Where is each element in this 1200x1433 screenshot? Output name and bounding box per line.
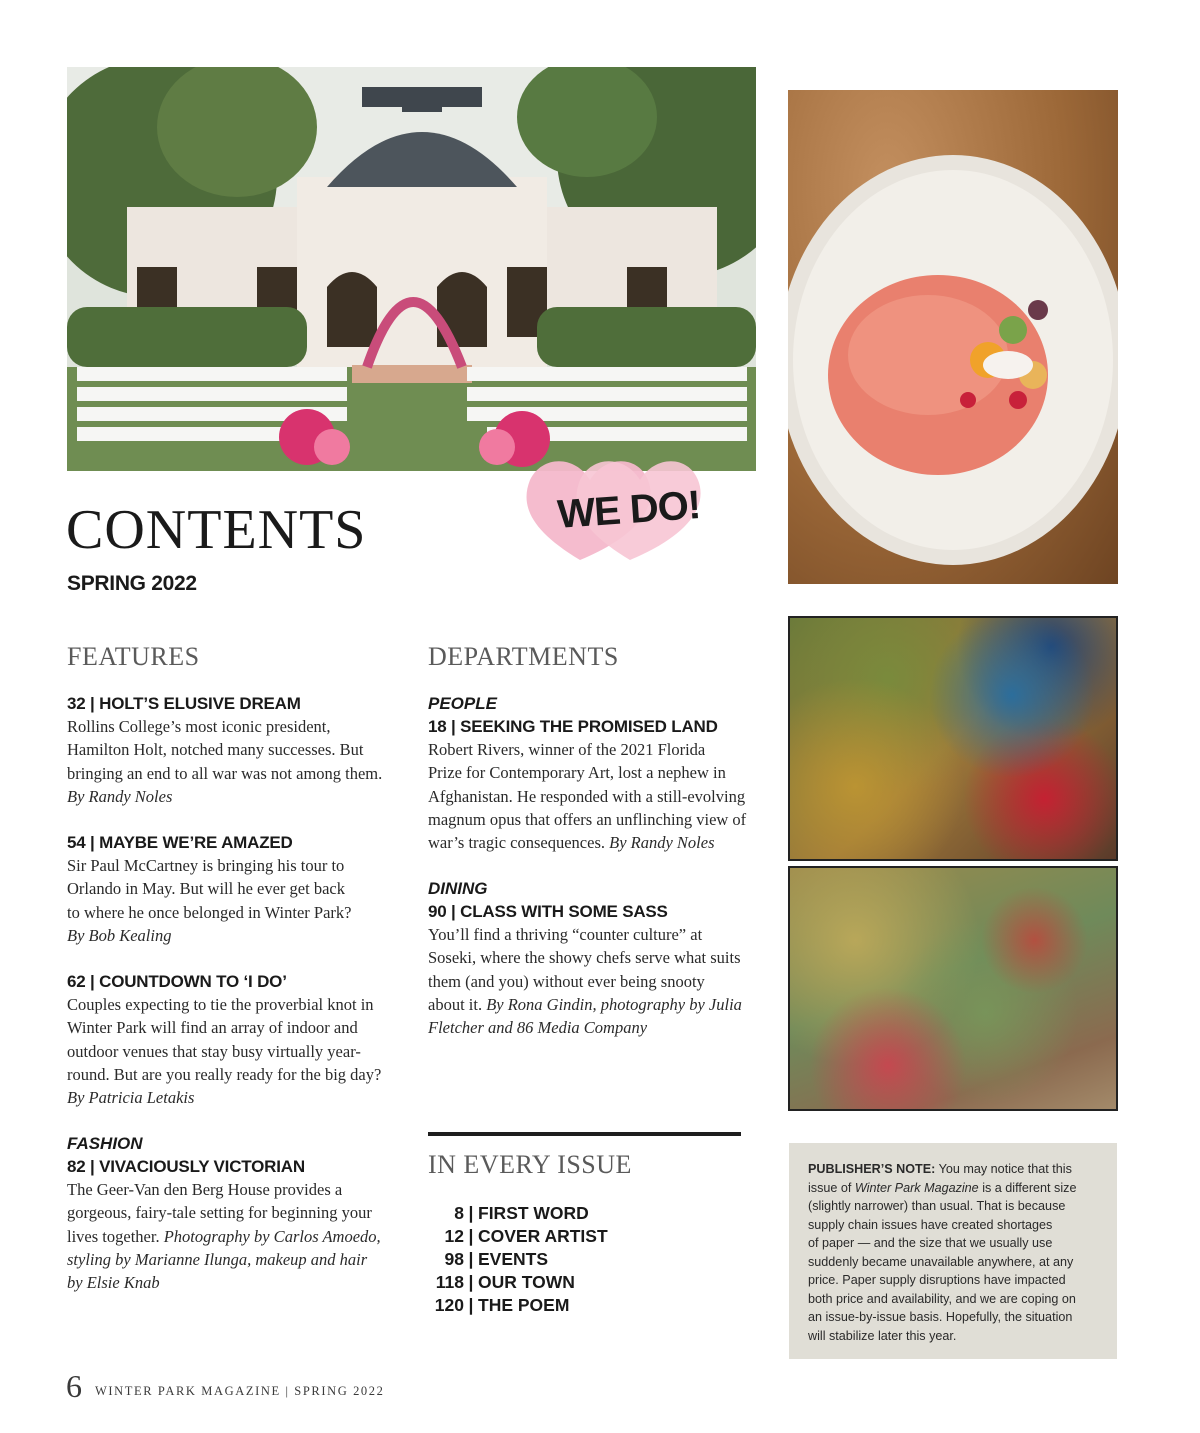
list-item[interactable]: 98 | EVENTS: [444, 1249, 549, 1269]
every-issue-list: [428, 1202, 628, 1317]
list-item[interactable]: 118 | OUR TOWN: [435, 1272, 575, 1292]
publishers-note-label: PUBLISHER’S NOTE:: [808, 1162, 936, 1176]
feature-headline: 62 | COUNTDOWN TO ‘I DO’: [67, 972, 287, 991]
list-item[interactable]: 8 | FIRST WORD: [454, 1203, 589, 1223]
section-heading-every-issue: IN EVERY ISSUE: [428, 1150, 632, 1179]
department-item[interactable]: [428, 692, 763, 854]
feature-kicker: FASHION: [67, 1134, 143, 1153]
department-item[interactable]: [428, 877, 753, 1039]
feature-body: Sir Paul McCartney is bringing his tour to Orlando in May. But will he ever get back to where he once belonged in Winter Park?: [67, 856, 352, 922]
feature-byline: Photography by Carlos Amoedo,: [163, 1226, 381, 1246]
we-do-sticker: WE DO!: [556, 483, 702, 537]
feature-item[interactable]: [67, 692, 402, 808]
feature-byline: By Bob Kealing: [67, 925, 172, 945]
feature-body: Rollins College’s most iconic president, Hamilton Holt, notched many successes. But bringing an end to all war was not among them.: [67, 717, 383, 783]
department-byline: By Rona Gindin, photography by Julia: [486, 994, 742, 1014]
feature-item[interactable]: [67, 970, 402, 1109]
department-headline: 18 | SEEKING THE PROMISED LAND: [428, 717, 718, 736]
department-body: Robert Rivers, winner of the 2021 Florida Prize for Contemporary Art, lost a nephew in Afghanistan. He responded with a still-evolving magnum opus that offers an unflinching view of war’s tragic consequences. By Randy Noles: [428, 740, 747, 853]
abstract-painting-photo: [788, 866, 1118, 1111]
feature-body: Couples expecting to tie the proverbial knot in Winter Park will find an array of indoor and outdoor venues that stay busy virtually year- round. But are you really ready for the big day?: [67, 995, 382, 1084]
section-divider: [428, 1132, 741, 1136]
issue-season: SPRING 2022: [67, 572, 197, 595]
running-footer: WINTER PARK MAGAZINE | SPRING 2022: [95, 1384, 385, 1398]
section-heading-features: FEATURES: [67, 642, 200, 671]
feature-headline: 54 | MAYBE WE’RE AMAZED: [67, 833, 293, 852]
publishers-note: PUBLISHER’S NOTE: You may notice that this issue of Winter Park Magazine is a different size (slightly narrower) than usual. That is because supply chain issues have created shortages of paper — and the size that we usually use suddenly became unavailable anywhere, at any price. Paper supply disruptions have impacted both price and availability, and we are coping on an issue-by-issue basis. Hopefully, the situation will stabilize later this year.: [789, 1143, 1117, 1359]
list-item[interactable]: 120 | THE POEM: [434, 1295, 570, 1315]
department-kicker: PEOPLE: [428, 694, 497, 713]
department-kicker: DINING: [428, 879, 488, 898]
feature-byline: styling by Marianne Ilunga, makeup and hair by Elsie Knab: [67, 1249, 368, 1293]
feature-byline: By Randy Noles: [67, 786, 173, 806]
feature-headline: 32 | HOLT’S ELUSIVE DREAM: [67, 694, 301, 713]
page-number: 6: [66, 1368, 82, 1404]
department-body: You’ll find a thriving “counter culture” at Soseki, where the showy chefs serve what suits them (and you) without ever being snooty about it. By Rona Gindin, photography by Julia Fletcher and 86 Media Company: [428, 923, 753, 1039]
wedding-ceremony-illustration: [67, 67, 756, 471]
wedding-ceremony-photo: [67, 67, 756, 471]
plated-dish-photo: [788, 90, 1118, 584]
feature-item[interactable]: [67, 1132, 402, 1294]
feature-item[interactable]: [67, 831, 402, 947]
department-byline: Fletcher and 86 Media Company: [428, 1018, 648, 1038]
feature-body: The Geer-Van den Berg House provides a gorgeous, fairy-tale setting for beginning your lives together. Photography by Carlos Amoedo,: [67, 1180, 381, 1246]
department-headline: 90 | CLASS WITH SOME SASS: [428, 902, 668, 921]
section-heading-departments: DEPARTMENTS: [428, 642, 619, 671]
abstract-painting-photo: [788, 616, 1118, 861]
department-byline: By Randy Noles: [609, 833, 715, 853]
list-item[interactable]: 12 | COVER ARTIST: [444, 1226, 608, 1246]
bowl-illustration: [788, 90, 1118, 584]
feature-byline: By Patricia Letakis: [67, 1088, 195, 1108]
feature-headline: 82 | VIVACIOUSLY VICTORIAN: [67, 1157, 305, 1176]
page-title: CONTENTS: [66, 499, 367, 561]
